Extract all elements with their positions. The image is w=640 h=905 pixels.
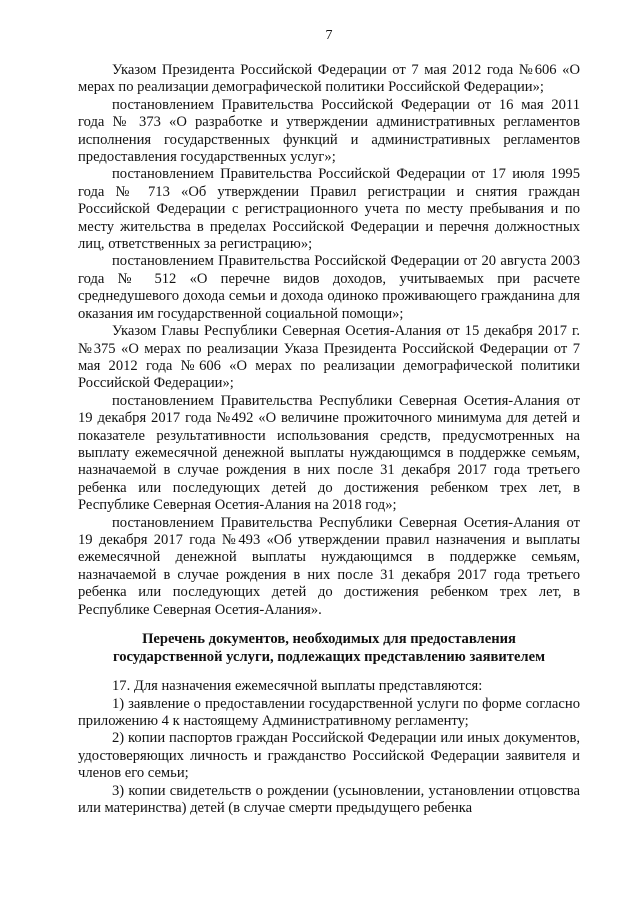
section-heading-line: государственной услуги, подлежащих представлению заявителем [112,648,546,665]
section-heading [78,631,580,666]
page-number: 7 [325,28,333,43]
document-list-paragraph: 3) копии свидетельств о рождении (усыновлении, установлении отцовства или материнства) детей (в случае смерти предыдущего ребенка [78,782,580,817]
document-page [78,28,580,817]
document-list-paragraph: 1) заявление о предоставлении государственной услуги по форме согласно приложению 4 к настоящему Административному регламенту; [78,695,580,729]
legal-basis-paragraph: постановлением Правительства Российской Федерации от 17 июля 1995 года № 713 «Об утверждении Правил регистрации и снятия граждан Российской Федерации с регистрационного учета по месту пребывания и по месту жительства в пределах Российской Федерации и перечня должностных лиц, ответственных за регистрацию»; [78,166,580,253]
legal-basis-paragraph: Указом Президента Российской Федерации от 7 мая 2012 года №606 «О мерах по реализации демографической политики Российской Федерации»; [78,62,580,96]
legal-basis-paragraph: постановлением Правительства Российской Федерации от 16 мая 2011 года № 373 «О разработке и утверждении административных регламентов исполнения государственных функций и административных регламентов предоставления государственных услуг»; [78,96,580,166]
legal-basis-paragraph: постановлением Правительства Республики Северная Осетия-Алания от 19 декабря 2017 года №492 «О величине прожиточного минимума для детей и показателе результативности использования средств, предусмотренных на выплату ежемесячной денежной выплаты нуждающимся в поддержке семьям, назначаемой в случае рождения в них после 31 декабря 2017 года третьего ребенка или последующих детей до достижения ребенком трех лет, в Республике Северная Осетия-Алания на 2018 год»; [78,392,580,514]
legal-basis-paragraph: постановлением Правительства Республики Северная Осетия-Алания от 19 декабря 2017 года №493 «Об утверждении правил назначения и выплаты ежемесячной денежной выплаты нуждающимся в поддержке семьям, назначаемой в случае рождения в них после 31 декабря 2017 года третьего ребенка или последующих детей до достижения ребенком трех лет, в Республике Северная Осетия-Алания». [78,514,580,618]
document-list-paragraph: 17. Для назначения ежемесячной выплаты представляются: [112,678,483,695]
document-list-paragraph: 2) копии паспортов граждан Российской Федерации или иных документов, удостоверяющих личность и гражданство Российской Федерации заявителя и членов его семьи; [78,730,580,782]
legal-basis-paragraph: постановлением Правительства Российской Федерации от 20 августа 2003 года № 512 «О перечне видов доходов, учитываемых при расчете среднедушевого дохода семьи и дохода одиноко проживающего гражданина для оказания им государственной социальной помощи»; [78,253,580,322]
section-heading-line: Перечень документов, необходимых для предоставления [142,631,516,647]
legal-basis-paragraph: Указом Главы Республики Северная Осетия-Алания от 15 декабря 2017 г. №375 «О мерах по реализации Указа Президента Российской Федерации от 7 мая 2012 года №606 «О мерах по реализации демографической политики Российской Федерации»; [78,323,580,392]
